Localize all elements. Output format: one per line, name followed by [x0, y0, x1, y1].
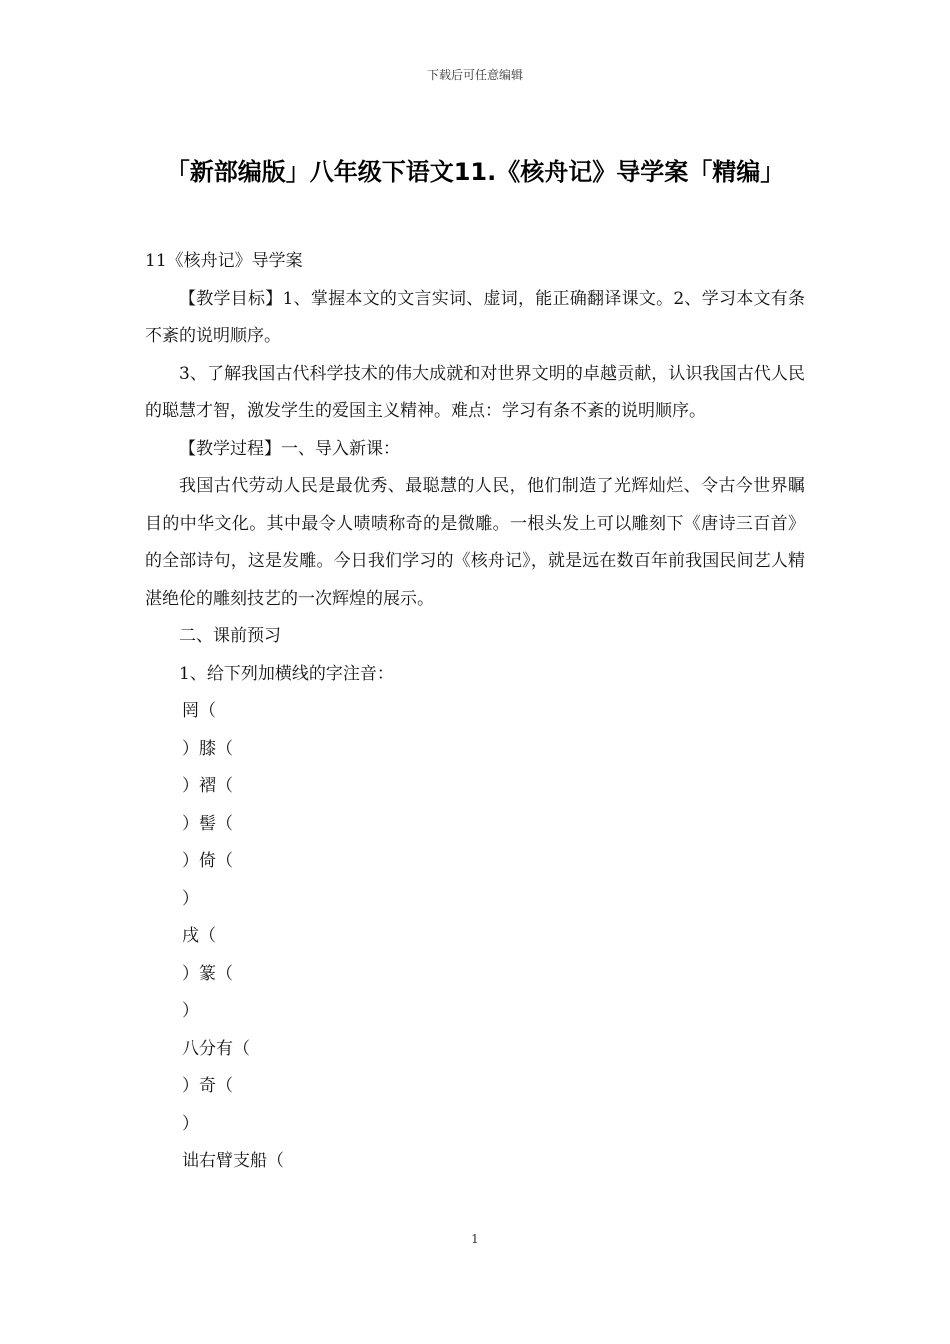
pinyin-item: ）奇（ — [182, 1076, 233, 1096]
pinyin-item: ） — [182, 1113, 199, 1134]
pinyin-item: 罔（ — [182, 701, 216, 721]
lesson-subtitle: 11《核舟记》导学案 — [145, 251, 303, 271]
pinyin-item: ）膝（ — [182, 738, 233, 759]
teaching-goals: 【教学目标】1、掌握本文的文言实词、虚词，能正确翻译课文。2、学习本文有条不紊的说明顺序。 — [145, 288, 805, 346]
preview-heading: 二、课前预习 — [179, 626, 281, 646]
teaching-process: 【教学过程】一、导入新课： — [179, 438, 400, 459]
teaching-goals-3: 3、了解我国古代科学技术的伟大成就和对世界文明的卓越贡献，认识我国古代人民的聪慧才智，激发学生的爱国主义精神。难点：学习有条不紊的说明顺序。 — [145, 363, 805, 421]
page-header-note: 下载后可任意编辑 — [426, 68, 523, 82]
pinyin-item: ） — [182, 1001, 199, 1021]
pinyin-item: ）倚（ — [182, 851, 233, 871]
pinyin-item: 诎右臂支船（ — [182, 1151, 284, 1171]
pinyin-item: ）髻（ — [182, 813, 233, 834]
task-1: 1、给下列加横线的字注音： — [179, 663, 394, 684]
intro-paragraph: 我国古代劳动人民是最优秀、最聪慧的人民，他们制造了光辉灿烂、令古今世界瞩目的中华文化。其中最令人啧啧称奇的是微雕。一根头发上可以雕刻下《唐诗三百首》的全部诗句，这是发雕。今日我们学习的《核舟记》，就是远在数百年前我国民间艺人精湛绝伦的雕刻技艺的一次辉煌的展示。 — [145, 476, 805, 609]
pinyin-item: ）篆（ — [182, 963, 233, 984]
document-body — [145, 243, 805, 1181]
pinyin-item: 八分有（ — [182, 1038, 250, 1059]
pinyin-item: ） — [182, 888, 199, 909]
page-number: 1 — [471, 1232, 479, 1246]
pinyin-item: ）褶（ — [182, 776, 233, 796]
document-title: 「新部编版」八年级下语文11.《核舟记》导学案「精编」 — [165, 158, 785, 186]
pinyin-item: 戌（ — [182, 926, 216, 946]
